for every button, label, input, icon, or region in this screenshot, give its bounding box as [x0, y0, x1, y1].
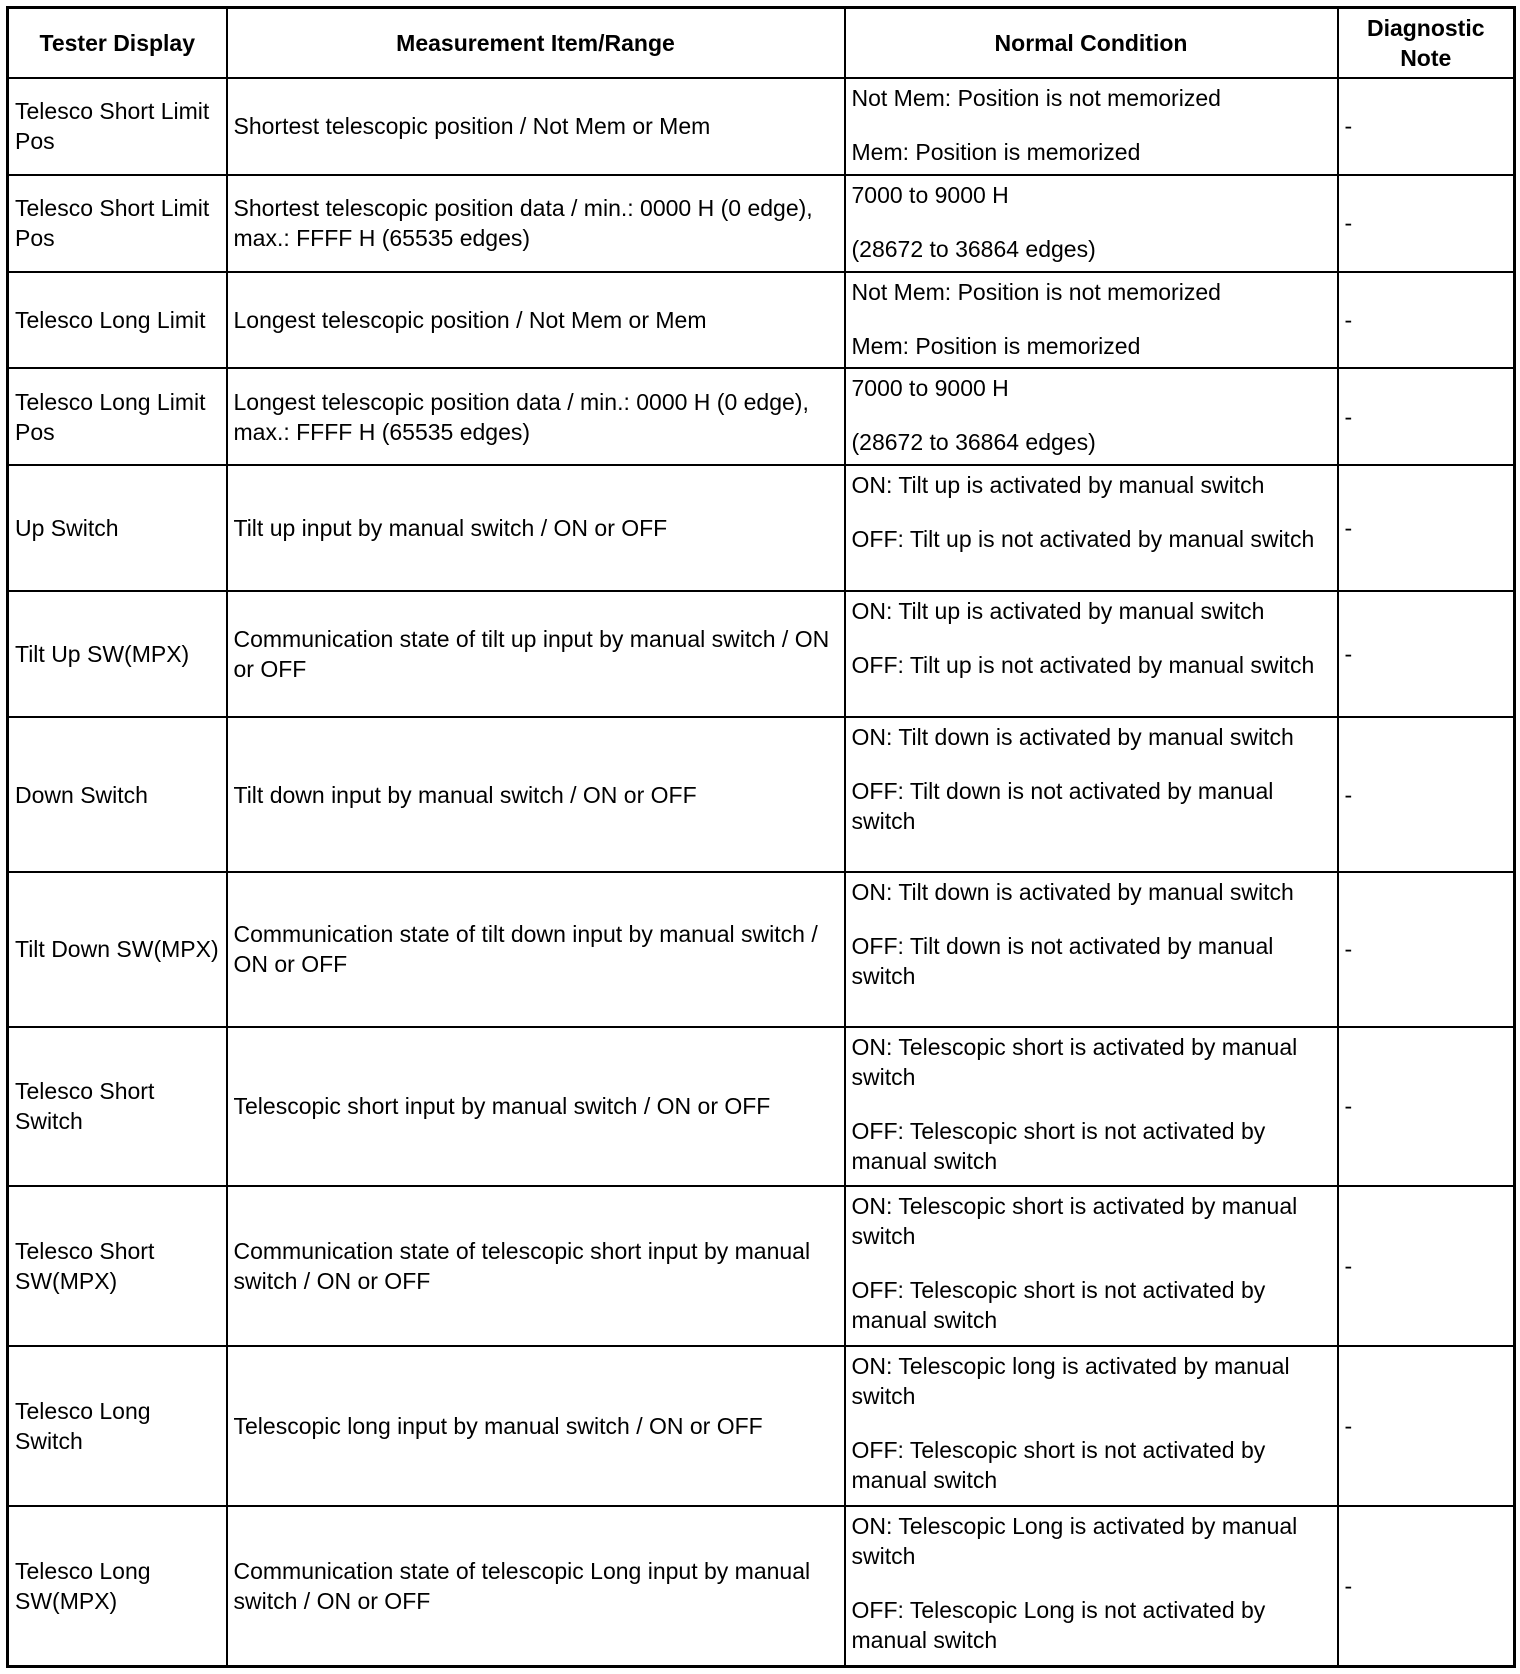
tester-display-cell: Telesco Short Switch: [8, 1027, 227, 1187]
table-row: [8, 368, 1515, 465]
table-row: [8, 872, 1515, 1027]
normal-condition-cell: [845, 175, 1338, 272]
header-normal-condition: Normal Condition: [845, 8, 1338, 79]
table-row: [8, 465, 1515, 591]
condition-line: (28672 to 36864 edges): [851, 235, 1096, 262]
condition-line: 7000 to 9000 H: [851, 181, 1009, 208]
header-diagnostic-note: Diagnostic Note: [1338, 8, 1515, 79]
condition-line: (28672 to 36864 edges): [851, 429, 1096, 456]
table-row: [8, 1027, 1515, 1187]
normal-condition-cell: [845, 1186, 1338, 1346]
diagnostic-note-cell: -: [1338, 1027, 1515, 1187]
tester-display-cell: Telesco Long SW(MPX): [8, 1506, 227, 1666]
normal-condition-cell: [845, 591, 1338, 717]
measurement-item-cell: Longest telescopic position / Not Mem or Mem: [227, 272, 845, 369]
condition-line: ON: Telescopic short is activated by manual switch: [851, 1033, 1298, 1090]
table-header-row: [8, 8, 1515, 79]
table-row: [8, 272, 1515, 369]
table-row: [8, 175, 1515, 272]
measurement-item-cell: Communication state of telescopic Long input by manual switch / ON or OFF: [227, 1506, 845, 1666]
normal-condition-cell: [845, 1506, 1338, 1666]
measurement-item-cell: Shortest telescopic position / Not Mem or Mem: [227, 78, 845, 175]
measurement-item-cell: Tilt up input by manual switch / ON or OFF: [227, 465, 845, 591]
tester-display-cell: Telesco Short Limit Pos: [8, 78, 227, 175]
diagnostic-note-cell: -: [1338, 1346, 1515, 1506]
measurement-item-cell: Tilt down input by manual switch / ON or OFF: [227, 717, 845, 872]
diagnostic-note-cell: -: [1338, 1506, 1515, 1666]
diagnostic-note-cell: -: [1338, 717, 1515, 872]
diagnostic-note-cell: -: [1338, 872, 1515, 1027]
table-row: [8, 1346, 1515, 1506]
condition-line: ON: Tilt down is activated by manual switch: [851, 724, 1294, 751]
diagnostic-note-cell: -: [1338, 175, 1515, 272]
table-row: [8, 78, 1515, 175]
condition-line: ON: Tilt up is activated by manual switch: [851, 472, 1265, 498]
table-row: [8, 717, 1515, 872]
measurement-item-cell: Longest telescopic position data / min.: 0000 H (0 edge), max.: FFFF H (65535 edges): [227, 368, 845, 465]
condition-line: OFF: Telescopic short is not activated by manual switch: [851, 1437, 1266, 1494]
tester-display-cell: Up Switch: [8, 465, 227, 591]
normal-condition-cell: [845, 1027, 1338, 1187]
condition-line: 7000 to 9000 H: [851, 375, 1009, 402]
condition-line: OFF: Tilt up is not activated by manual switch: [851, 652, 1315, 679]
normal-condition-cell: [845, 1346, 1338, 1506]
condition-line: ON: Telescopic short is activated by manual switch: [851, 1193, 1298, 1250]
condition-line: ON: Telescopic long is activated by manual switch: [851, 1353, 1290, 1410]
condition-line: Not Mem: Position is not memorized: [851, 85, 1221, 111]
tester-display-cell: Telesco Long Switch: [8, 1346, 227, 1506]
data-list-table-container: [6, 6, 1513, 1668]
measurement-item-cell: Communication state of tilt down input by manual switch / ON or OFF: [227, 872, 845, 1027]
tester-display-cell: Tilt Up SW(MPX): [8, 591, 227, 717]
table-row: [8, 591, 1515, 717]
normal-condition-cell: [845, 717, 1338, 872]
measurement-item-cell: Communication state of telescopic short input by manual switch / ON or OFF: [227, 1186, 845, 1346]
tester-display-cell: Tilt Down SW(MPX): [8, 872, 227, 1027]
measurement-item-cell: Communication state of tilt up input by manual switch / ON or OFF: [227, 591, 845, 717]
condition-line: OFF: Telescopic short is not activated by manual switch: [851, 1277, 1266, 1334]
condition-line: OFF: Telescopic Long is not activated by manual switch: [851, 1597, 1266, 1654]
measurement-item-cell: Telescopic long input by manual switch / ON or OFF: [227, 1346, 845, 1506]
diagnostic-note-cell: -: [1338, 78, 1515, 175]
header-tester-display: Tester Display: [8, 8, 227, 79]
table-row: [8, 1506, 1515, 1666]
condition-line: Mem: Position is memorized: [851, 332, 1141, 359]
table-row: [8, 1186, 1515, 1346]
condition-line: Mem: Position is memorized: [851, 139, 1141, 165]
condition-line: Not Mem: Position is not memorized: [851, 278, 1221, 305]
data-list-table: [6, 6, 1516, 1668]
tester-display-cell: Telesco Short Limit Pos: [8, 175, 227, 272]
condition-line: OFF: Telescopic short is not activated by manual switch: [851, 1117, 1266, 1174]
diagnostic-note-cell: -: [1338, 591, 1515, 717]
normal-condition-cell: [845, 465, 1338, 591]
diagnostic-note-cell: -: [1338, 272, 1515, 369]
normal-condition-cell: [845, 872, 1338, 1027]
tester-display-cell: Telesco Long Limit Pos: [8, 368, 227, 465]
diagnostic-note-cell: -: [1338, 368, 1515, 465]
condition-line: OFF: Tilt down is not activated by manual switch: [851, 778, 1274, 835]
normal-condition-cell: [845, 78, 1338, 175]
condition-line: OFF: Tilt down is not activated by manual switch: [851, 932, 1274, 989]
normal-condition-cell: [845, 368, 1338, 465]
header-measurement-item: Measurement Item/Range: [227, 8, 845, 79]
normal-condition-cell: [845, 272, 1338, 369]
tester-display-cell: Down Switch: [8, 717, 227, 872]
diagnostic-note-cell: -: [1338, 1186, 1515, 1346]
measurement-item-cell: Shortest telescopic position data / min.: 0000 H (0 edge), max.: FFFF H (65535 edges): [227, 175, 845, 272]
measurement-item-cell: Telescopic short input by manual switch / ON or OFF: [227, 1027, 845, 1187]
condition-line: ON: Tilt up is activated by manual switch: [851, 598, 1265, 625]
tester-display-cell: Telesco Long Limit: [8, 272, 227, 369]
condition-line: ON: Telescopic Long is activated by manual switch: [851, 1513, 1298, 1570]
condition-line: OFF: Tilt up is not activated by manual switch: [851, 526, 1315, 552]
diagnostic-note-cell: -: [1338, 465, 1515, 591]
condition-line: ON: Tilt down is activated by manual switch: [851, 878, 1294, 905]
tester-display-cell: Telesco Short SW(MPX): [8, 1186, 227, 1346]
